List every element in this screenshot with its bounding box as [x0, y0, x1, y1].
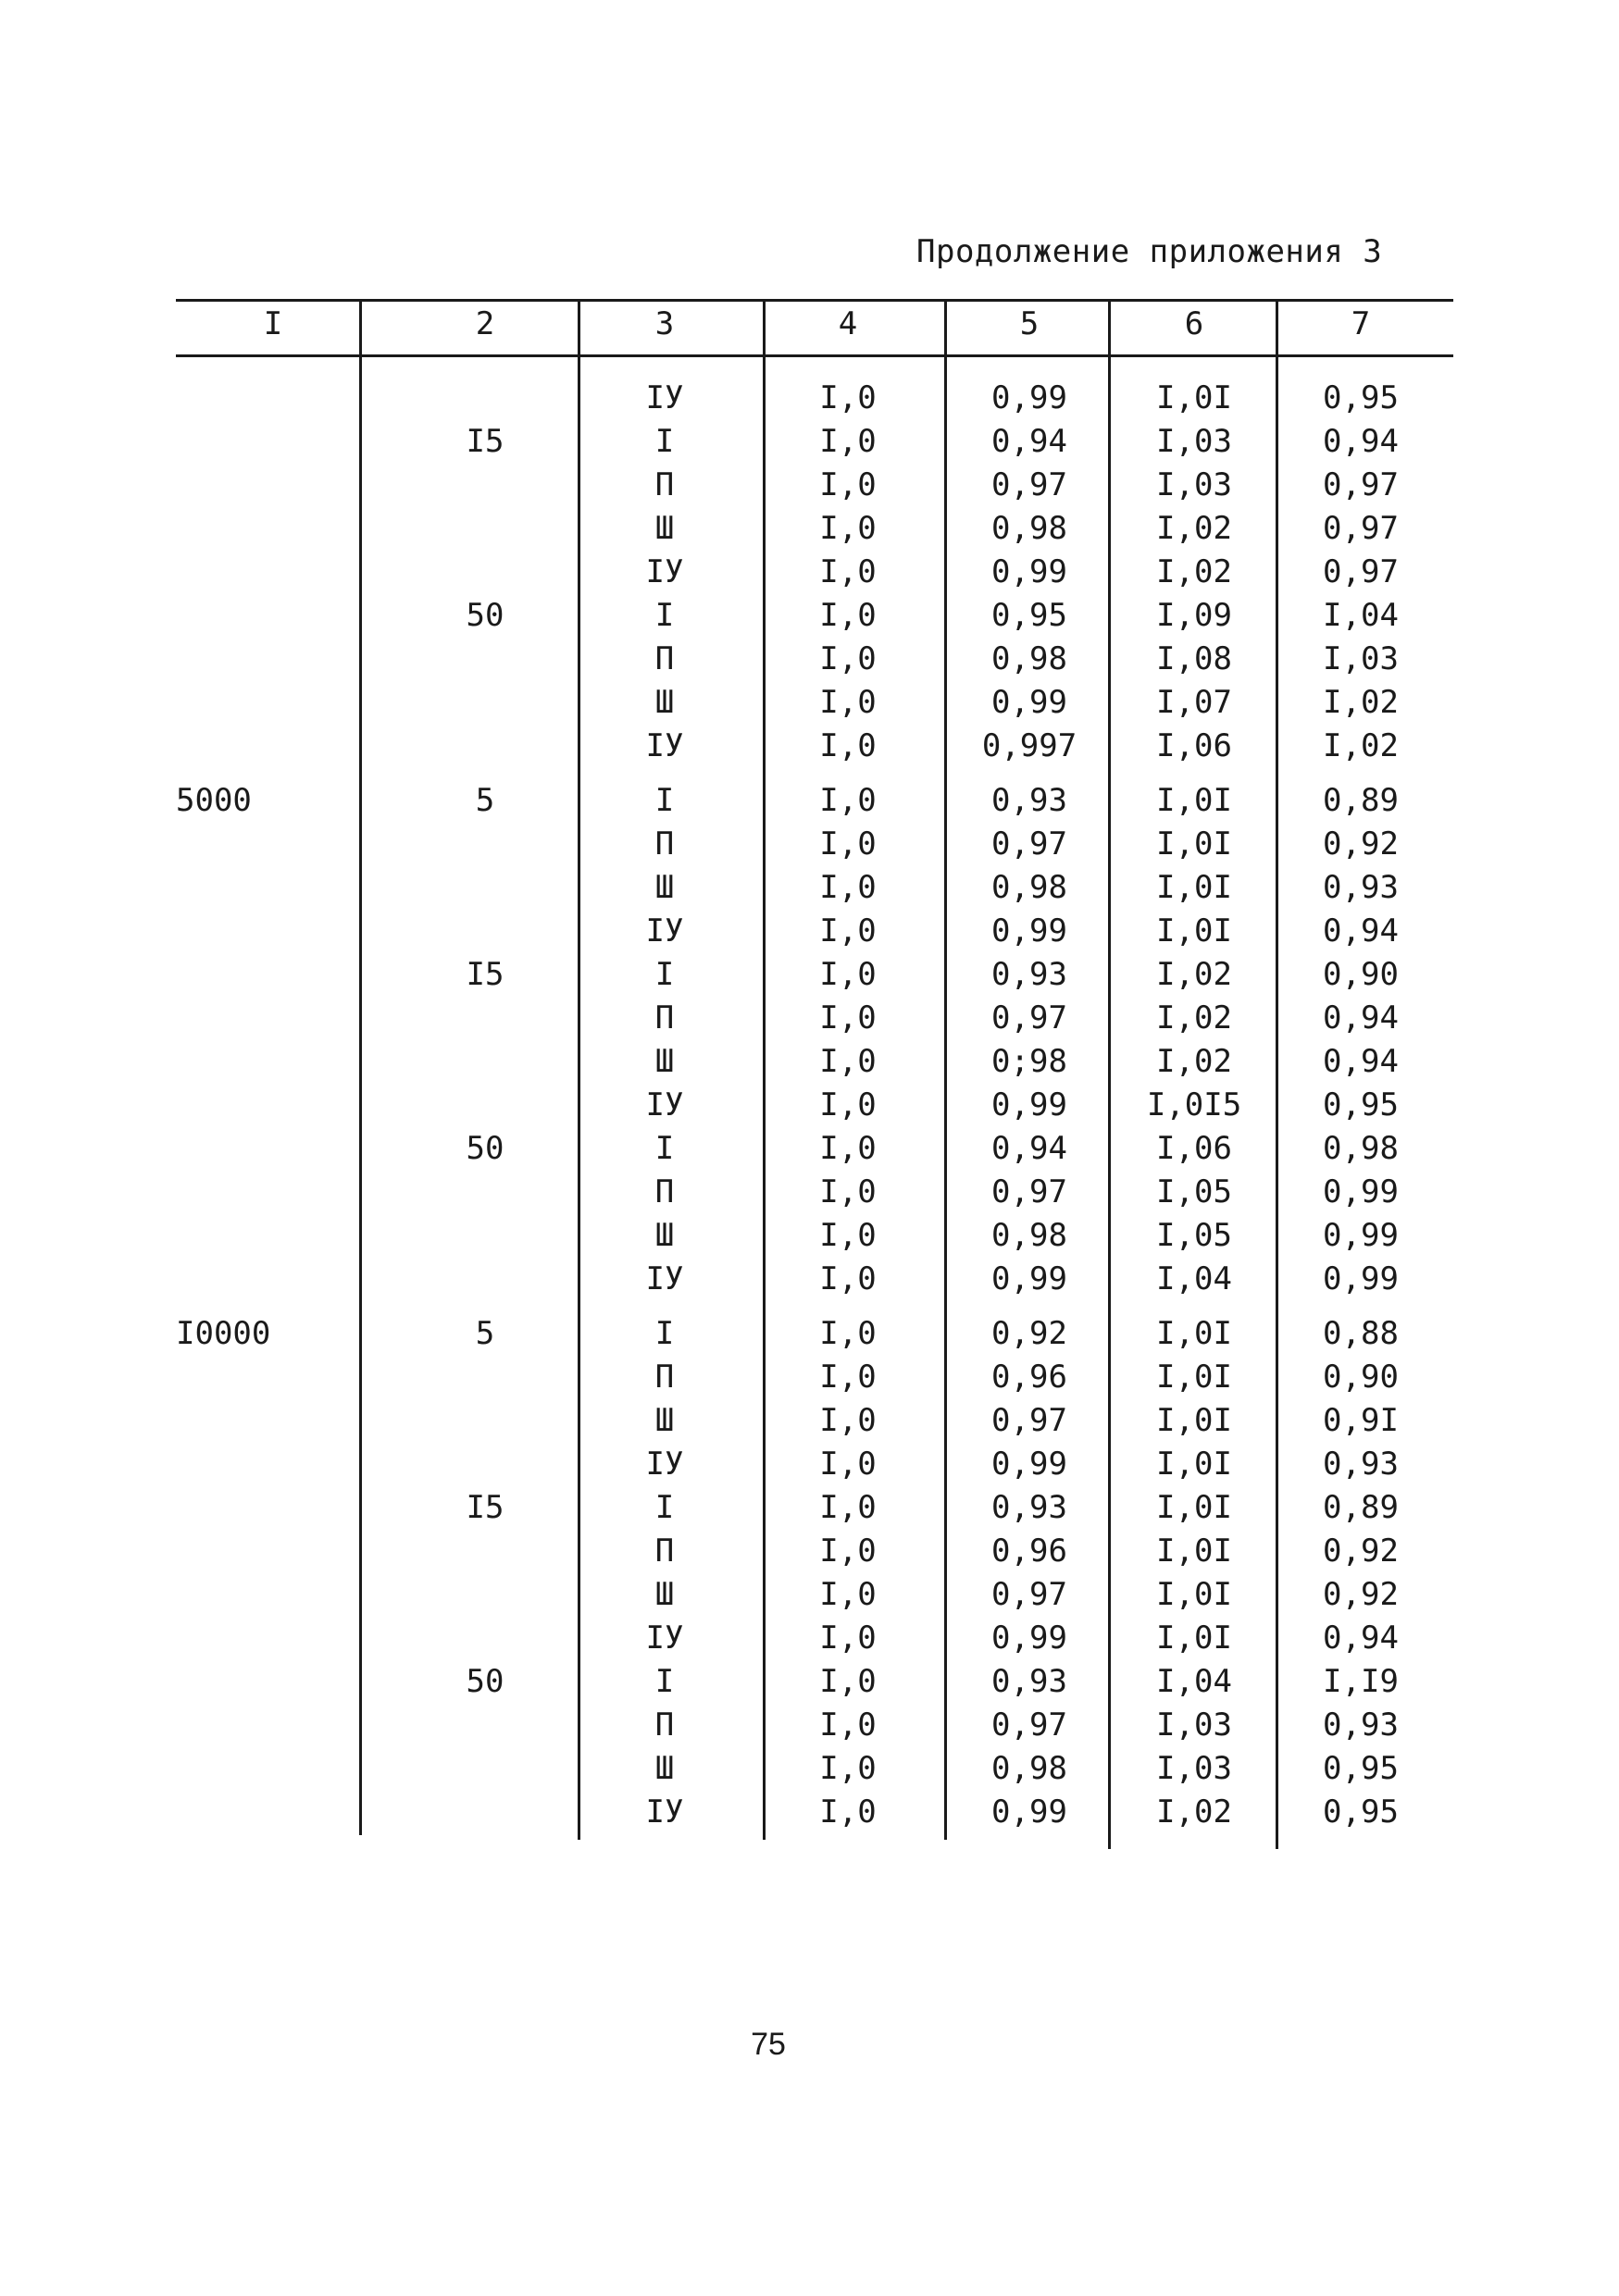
cell-r2-col-5: 0,94	[991, 423, 1067, 460]
cell-r4-col-4: I,0	[819, 510, 877, 547]
cell-r5-col-3: IУ	[645, 553, 684, 590]
cell-r1-col-4: I,0	[819, 379, 877, 416]
cell-r11-col-3: П	[654, 825, 675, 863]
cell-r20-col-5: 0,98	[991, 1217, 1067, 1254]
cell-r8-col-4: I,0	[819, 684, 877, 721]
cell-r10-col-2: 5	[475, 782, 495, 819]
column-divider-4	[944, 299, 947, 1840]
column-divider-3	[763, 299, 766, 1840]
cell-r10-col-5: 0,93	[991, 782, 1067, 819]
cell-r26-col-7: 0,89	[1323, 1489, 1399, 1526]
cell-r33-col-6: I,02	[1156, 1793, 1232, 1831]
cell-r23-col-6: I,0I	[1156, 1359, 1232, 1396]
cell-r13-col-7: 0,94	[1323, 912, 1399, 949]
cell-r6-col-7: I,04	[1323, 597, 1399, 634]
cell-r17-col-4: I,0	[819, 1086, 877, 1123]
cell-r33-col-5: 0,99	[991, 1793, 1067, 1831]
cell-r7-col-7: I,03	[1323, 640, 1399, 677]
cell-r5-col-6: I,02	[1156, 553, 1232, 590]
cell-r23-col-3: П	[654, 1359, 675, 1396]
cell-r20-col-4: I,0	[819, 1217, 877, 1254]
cell-r21-col-5: 0,99	[991, 1260, 1067, 1297]
cell-r32-col-5: 0,98	[991, 1750, 1067, 1787]
cell-r15-col-6: I,02	[1156, 999, 1232, 1036]
cell-r20-col-7: 0,99	[1323, 1217, 1399, 1254]
cell-r18-col-2: 50	[466, 1130, 504, 1167]
cell-r3-col-5: 0,97	[991, 466, 1067, 503]
cell-r2-col-7: 0,94	[1323, 423, 1399, 460]
cell-r6-col-3: I	[654, 597, 675, 634]
cell-r19-col-6: I,05	[1156, 1173, 1232, 1210]
cell-r14-col-7: 0,90	[1323, 956, 1399, 993]
cell-r14-col-4: I,0	[819, 956, 877, 993]
cell-r18-col-4: I,0	[819, 1130, 877, 1167]
cell-r4-col-5: 0,98	[991, 510, 1067, 547]
cell-r29-col-6: I,0I	[1156, 1620, 1232, 1657]
cell-r14-col-5: 0,93	[991, 956, 1067, 993]
cell-r30-col-3: I	[654, 1663, 675, 1700]
cell-r12-col-5: 0,98	[991, 869, 1067, 906]
cell-r25-col-7: 0,93	[1323, 1446, 1399, 1483]
cell-r31-col-5: 0,97	[991, 1706, 1067, 1744]
cell-r6-col-4: I,0	[819, 597, 877, 634]
cell-r10-col-6: I,0I	[1156, 782, 1232, 819]
cell-r10-col-3: I	[654, 782, 675, 819]
cell-r21-col-3: IУ	[645, 1260, 684, 1297]
cell-r10-col-1: 5000	[176, 782, 252, 819]
cell-r17-col-3: IУ	[645, 1086, 684, 1123]
cell-r22-col-6: I,0I	[1156, 1315, 1232, 1352]
cell-r1-col-6: I,0I	[1156, 379, 1232, 416]
cell-r29-col-3: IУ	[645, 1620, 684, 1657]
cell-r11-col-5: 0,97	[991, 825, 1067, 863]
cell-r8-col-5: 0,99	[991, 684, 1067, 721]
cell-r32-col-7: 0,95	[1323, 1750, 1399, 1787]
cell-r15-col-4: I,0	[819, 999, 877, 1036]
cell-r12-col-6: I,0I	[1156, 869, 1232, 906]
cell-r26-col-5: 0,93	[991, 1489, 1067, 1526]
cell-r17-col-7: 0,95	[1323, 1086, 1399, 1123]
page-number: 75	[751, 2027, 786, 2062]
cell-r14-col-3: I	[654, 956, 675, 993]
cell-r29-col-7: 0,94	[1323, 1620, 1399, 1657]
cell-r24-col-4: I,0	[819, 1402, 877, 1439]
cell-r5-col-7: 0,97	[1323, 553, 1399, 590]
cell-r16-col-7: 0,94	[1323, 1043, 1399, 1080]
cell-r20-col-3: Ш	[654, 1217, 675, 1254]
cell-r27-col-4: I,0	[819, 1533, 877, 1570]
cell-r19-col-4: I,0	[819, 1173, 877, 1210]
cell-r24-col-7: 0,9I	[1323, 1402, 1399, 1439]
cell-r12-col-4: I,0	[819, 869, 877, 906]
cell-r22-col-5: 0,92	[991, 1315, 1067, 1352]
cell-r9-col-6: I,06	[1156, 727, 1232, 764]
cell-r3-col-6: I,03	[1156, 466, 1232, 503]
cell-r25-col-6: I,0I	[1156, 1446, 1232, 1483]
cell-r21-col-4: I,0	[819, 1260, 877, 1297]
cell-r3-col-3: П	[654, 466, 675, 503]
column-divider-1-lower	[359, 574, 362, 1835]
cell-r30-col-6: I,04	[1156, 1663, 1232, 1700]
cell-r26-col-4: I,0	[819, 1489, 877, 1526]
cell-r9-col-4: I,0	[819, 727, 877, 764]
cell-r13-col-4: I,0	[819, 912, 877, 949]
cell-r2-col-4: I,0	[819, 423, 877, 460]
table-caption: Продолжение приложения 3	[916, 233, 1383, 270]
cell-r8-col-3: Ш	[654, 684, 675, 721]
cell-r22-col-4: I,0	[819, 1315, 877, 1352]
cell-r24-col-3: Ш	[654, 1402, 675, 1439]
cell-r28-col-4: I,0	[819, 1576, 877, 1613]
cell-r22-col-1: I0000	[176, 1315, 271, 1352]
cell-r32-col-3: Ш	[654, 1750, 675, 1787]
cell-r31-col-4: I,0	[819, 1706, 877, 1744]
cell-r32-col-4: I,0	[819, 1750, 877, 1787]
cell-r28-col-6: I,0I	[1156, 1576, 1232, 1613]
cell-r27-col-7: 0,92	[1323, 1533, 1399, 1570]
cell-r8-col-7: I,02	[1323, 684, 1399, 721]
header-col-4: 4	[838, 305, 858, 342]
cell-r1-col-3: IУ	[645, 379, 684, 416]
cell-r30-col-2: 50	[466, 1663, 504, 1700]
column-divider-5	[1108, 299, 1111, 1849]
cell-r27-col-3: П	[654, 1533, 675, 1570]
cell-r33-col-4: I,0	[819, 1793, 877, 1831]
cell-r4-col-3: Ш	[654, 510, 675, 547]
cell-r23-col-7: 0,90	[1323, 1359, 1399, 1396]
cell-r28-col-3: Ш	[654, 1576, 675, 1613]
cell-r23-col-4: I,0	[819, 1359, 877, 1396]
cell-r28-col-5: 0,97	[991, 1576, 1067, 1613]
cell-r18-col-7: 0,98	[1323, 1130, 1399, 1167]
cell-r7-col-3: П	[654, 640, 675, 677]
cell-r3-col-4: I,0	[819, 466, 877, 503]
header-col-3: 3	[654, 305, 675, 342]
header-col-7: 7	[1351, 305, 1371, 342]
cell-r31-col-7: 0,93	[1323, 1706, 1399, 1744]
header-col-6: 6	[1184, 305, 1204, 342]
cell-r29-col-4: I,0	[819, 1620, 877, 1657]
cell-r6-col-2: 50	[466, 597, 504, 634]
cell-r5-col-5: 0,99	[991, 553, 1067, 590]
cell-r24-col-6: I,0I	[1156, 1402, 1232, 1439]
cell-r24-col-5: 0,97	[991, 1402, 1067, 1439]
cell-r17-col-6: I,0I5	[1146, 1086, 1242, 1123]
cell-r2-col-6: I,03	[1156, 423, 1232, 460]
cell-r2-col-3: I	[654, 423, 675, 460]
table-top-rule	[176, 299, 1453, 302]
cell-r26-col-6: I,0I	[1156, 1489, 1232, 1526]
cell-r26-col-2: I5	[466, 1489, 504, 1526]
header-col-5: 5	[1019, 305, 1040, 342]
cell-r33-col-7: 0,95	[1323, 1793, 1399, 1831]
cell-r29-col-5: 0,99	[991, 1620, 1067, 1657]
cell-r15-col-5: 0,97	[991, 999, 1067, 1036]
cell-r11-col-6: I,0I	[1156, 825, 1232, 863]
cell-r5-col-4: I,0	[819, 553, 877, 590]
cell-r28-col-7: 0,92	[1323, 1576, 1399, 1613]
cell-r6-col-5: 0,95	[991, 597, 1067, 634]
cell-r12-col-3: Ш	[654, 869, 675, 906]
column-divider-1	[359, 299, 362, 574]
cell-r15-col-7: 0,94	[1323, 999, 1399, 1036]
cell-r9-col-5: 0,997	[981, 727, 1077, 764]
cell-r22-col-2: 5	[475, 1315, 495, 1352]
cell-r31-col-6: I,03	[1156, 1706, 1232, 1744]
cell-r30-col-5: 0,93	[991, 1663, 1067, 1700]
cell-r16-col-4: I,0	[819, 1043, 877, 1080]
cell-r7-col-4: I,0	[819, 640, 877, 677]
cell-r25-col-5: 0,99	[991, 1446, 1067, 1483]
cell-r26-col-3: I	[654, 1489, 675, 1526]
cell-r21-col-6: I,04	[1156, 1260, 1232, 1297]
cell-r19-col-5: 0,97	[991, 1173, 1067, 1210]
cell-r20-col-6: I,05	[1156, 1217, 1232, 1254]
cell-r8-col-6: I,07	[1156, 684, 1232, 721]
cell-r4-col-6: I,02	[1156, 510, 1232, 547]
cell-r6-col-6: I,09	[1156, 597, 1232, 634]
cell-r1-col-5: 0,99	[991, 379, 1067, 416]
cell-r21-col-7: 0,99	[1323, 1260, 1399, 1297]
cell-r18-col-5: 0,94	[991, 1130, 1067, 1167]
cell-r11-col-7: 0,92	[1323, 825, 1399, 863]
cell-r1-col-7: 0,95	[1323, 379, 1399, 416]
header-col-1: I	[263, 305, 283, 342]
cell-r10-col-7: 0,89	[1323, 782, 1399, 819]
cell-r7-col-6: I,08	[1156, 640, 1232, 677]
cell-r11-col-4: I,0	[819, 825, 877, 863]
header-col-2: 2	[475, 305, 495, 342]
cell-r16-col-3: Ш	[654, 1043, 675, 1080]
cell-r23-col-5: 0,96	[991, 1359, 1067, 1396]
cell-r13-col-5: 0,99	[991, 912, 1067, 949]
cell-r30-col-4: I,0	[819, 1663, 877, 1700]
cell-r18-col-6: I,06	[1156, 1130, 1232, 1167]
cell-r22-col-3: I	[654, 1315, 675, 1352]
cell-r18-col-3: I	[654, 1130, 675, 1167]
cell-r16-col-5: 0;98	[991, 1043, 1067, 1080]
cell-r19-col-7: 0,99	[1323, 1173, 1399, 1210]
cell-r15-col-3: П	[654, 999, 675, 1036]
cell-r9-col-3: IУ	[645, 727, 684, 764]
cell-r13-col-6: I,0I	[1156, 912, 1232, 949]
cell-r32-col-6: I,03	[1156, 1750, 1232, 1787]
column-divider-2	[578, 299, 580, 1840]
cell-r30-col-7: I,I9	[1323, 1663, 1399, 1700]
cell-r27-col-6: I,0I	[1156, 1533, 1232, 1570]
column-divider-6	[1276, 299, 1278, 1849]
cell-r33-col-3: IУ	[645, 1793, 684, 1831]
cell-r7-col-5: 0,98	[991, 640, 1067, 677]
cell-r13-col-3: IУ	[645, 912, 684, 949]
cell-r14-col-6: I,02	[1156, 956, 1232, 993]
cell-r2-col-2: I5	[466, 423, 504, 460]
cell-r14-col-2: I5	[466, 956, 504, 993]
table-header-rule	[176, 354, 1453, 357]
cell-r19-col-3: П	[654, 1173, 675, 1210]
cell-r31-col-3: П	[654, 1706, 675, 1744]
cell-r22-col-7: 0,88	[1323, 1315, 1399, 1352]
cell-r17-col-5: 0,99	[991, 1086, 1067, 1123]
cell-r27-col-5: 0,96	[991, 1533, 1067, 1570]
cell-r16-col-6: I,02	[1156, 1043, 1232, 1080]
cell-r25-col-3: IУ	[645, 1446, 684, 1483]
cell-r3-col-7: 0,97	[1323, 466, 1399, 503]
cell-r4-col-7: 0,97	[1323, 510, 1399, 547]
cell-r9-col-7: I,02	[1323, 727, 1399, 764]
cell-r25-col-4: I,0	[819, 1446, 877, 1483]
cell-r10-col-4: I,0	[819, 782, 877, 819]
cell-r12-col-7: 0,93	[1323, 869, 1399, 906]
